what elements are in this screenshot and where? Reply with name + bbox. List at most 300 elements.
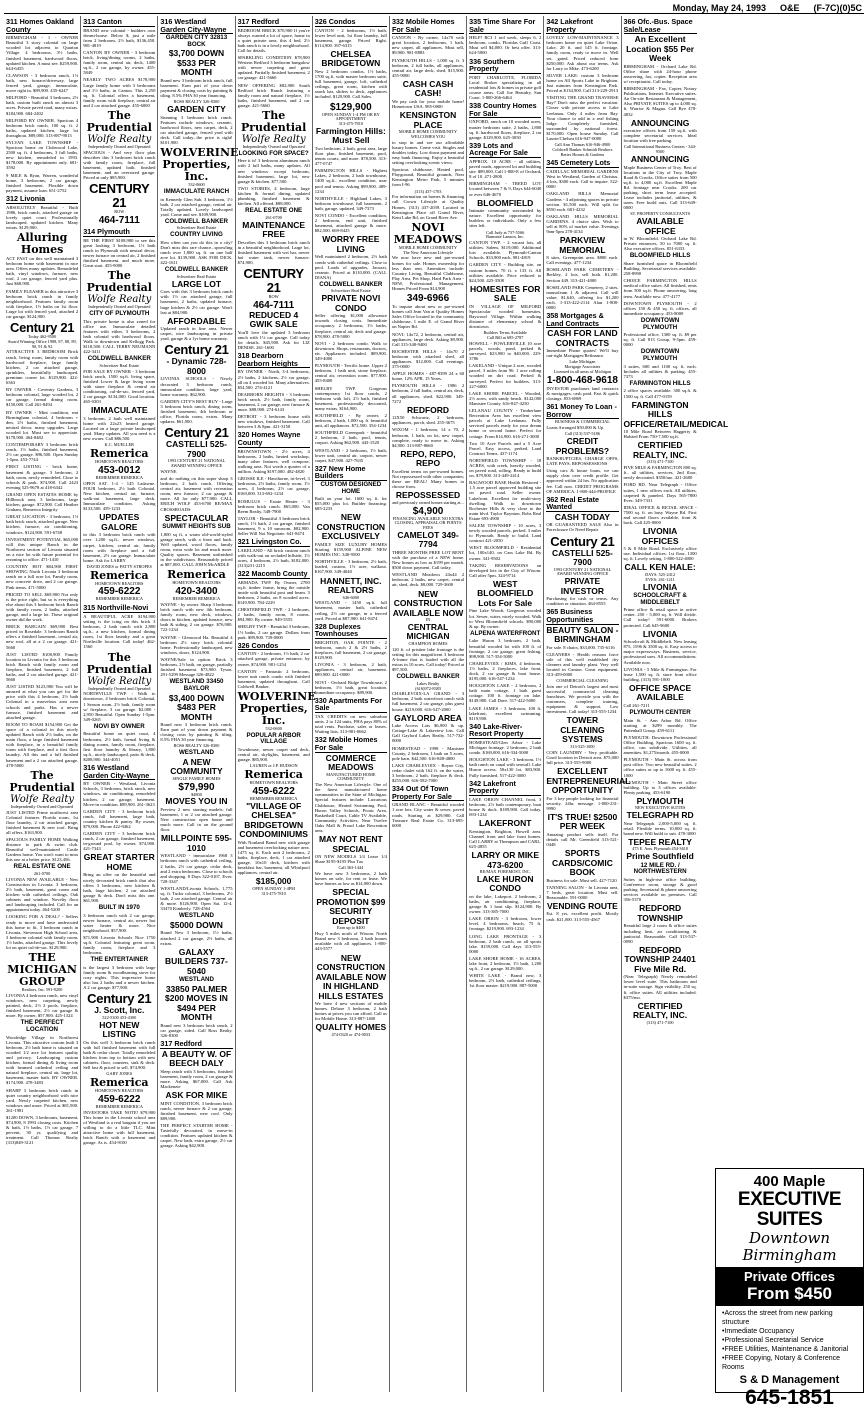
phone-number: 459-6222 (98, 586, 141, 598)
classified-ad-text: Beautiful home on quiet court, 4 bedrooms, 2½ bath, formal living & dining rooms, family room, fireplace, first floor laundry & library, 1,800 sq.ft., nicely landscaped, patio & deck, $208,900. 344-4051 (83, 731, 156, 762)
ad-fine-print: OPEN SUNDAY 1-4 PM OR BY APPOINTMENT (321, 111, 380, 122)
classified-ad-text: 12X50 Schwartz, 2 bedroom, appliances, porch, shed. 255-3675 (391, 415, 465, 426)
ad-contact-line: 313-475-7810 (338, 121, 364, 127)
ad-headline: CENTRAL MICHIGAN (406, 621, 450, 642)
ad-contact-line: 522-5300 453-4300 (102, 1014, 137, 1020)
classified-ad-text: New 2 bedroom condos, 1½ baths, 1700 sq.ft. with master bedroom suite, full basement, garage, loft, cathedral ceilings, great room, kitchen with snack bar, sliders to deck, appliances included. $129,900. Call Sales. (314, 68, 387, 100)
classified-ad-text: The New American Lifestyle. One of the finest manufactured home communities in the State of Michigan. Special features include: Luxurious Clubhouse, Heated Swimming Pool, Huron Valley Schools, Picnic Area, Basketball Court, Cable TV Available, Community Activities, Near Twelve Oaks Mall & Proud Lake Recreation area. (314, 782, 387, 834)
ad-fine-print: REMEMBER REMERICA (95, 596, 143, 602)
agency-name: Remerica (89, 447, 149, 461)
classified-ad-text: ROSELAND PARK CEMETERY - Berkley, 2 lots, sell both. $1,200. Section 449. 313-421-4000 (546, 267, 619, 283)
exec-ad-feature: • Immediate Occupancy (722, 1327, 857, 1336)
classified-ad-text: For information on homes & financing call Crown Lifestyle at Quality Homes. (313) 437-2039. Located in Kensington Place off Grand River, Kent Lake Rd, on Grand River Ave. (391, 194, 465, 220)
ad-contact-line: (313) 471-7100 (646, 459, 674, 465)
exec-ad-feature: • Professional Secretarial Service (722, 1336, 857, 1345)
section-heading: 330 Apartments For Sale (315, 697, 387, 713)
exec-ad-phone: 645-1851 (745, 1386, 834, 1409)
ad-contact-line: RE/MAX FOREMOST, INC. (479, 869, 531, 875)
section-heading: 320 Homes Wayne County (238, 431, 310, 447)
section-heading: 314 Plymouth (83, 228, 155, 237)
classified-ad-text: PLYMOUTH - Main St. across from post office. Two new beautiful suites. 2 office suites or up to 1600 sq. ft. 455-1000 (623, 757, 697, 778)
classified-ad-text: LIVONIA 4 bedroom ranch, new vinyl windows, new carpeting, newly painted, deck, 2½ 2 pools, fireplace, finished basement, 2½ car garage & more. By owner, $57,900. 425-1324 (6, 992, 79, 1019)
classified-ad-text: SILVER LAKE: custom 3 bedroom home on All Sports Lake in Brighton. Just minutes from Kensington Park. Priced at $134,900. Call 313-229-2913 (546, 72, 619, 94)
ad-headline: SPECIAL PROMOTION $99 SECURITY DEPOSIT (316, 887, 386, 926)
classified-ad-text: Kensington, Brighton, Howell area. Channel front and lake front homes. Call LARRY at Thompson and CARL. 625-4855 (469, 828, 542, 849)
classified-ad-text: We have 4 new sections of mobile homes. Deluxe 3 bedroom, 2 bath homes at prices you can afford. Call us for Mobile Home. 313-887-1400 (314, 1001, 387, 1022)
ad-contact-line: GARY JONES (106, 1071, 133, 1077)
classified-ad-text: Updated ranch in fine area. Newer carpet, nice landscaping in private yard, garage & a 1yr home warranty. (160, 326, 233, 342)
ad-headline: FARMINGTON HILLS OFFICE/RETAIL/MEDICAL (623, 399, 729, 429)
classified-ad-text: NORTHFIELD TOWNSHIP - 18 ACRES, with creek, heavily wooded, on paved road, rolling. Ready to build on. $79,900. 313-449-2414 (469, 457, 542, 479)
ad-subheading: COLDWELL BANKER (87, 355, 151, 363)
phone-number: 459-6222 (98, 1093, 141, 1105)
ad-headline: LIVONIA (642, 628, 678, 639)
ad-headline: GARDEN CITY (167, 104, 226, 115)
classified-ad-text: Spacious clubhouse, Heated pool, Playground, Beautiful grounds, Near Kensington Metro Park, 5 minutes from I-96 (391, 167, 465, 188)
classified-ad-text: 10 Mile Road Between Haggerty & Halsted From 750-7,500 sq.ft. (623, 429, 697, 440)
ad-headline: "VILLAGE OF CHELSEA" BRIDGETOWN CONDOMINIUMS (239, 800, 308, 840)
ad-fine-print: The New American Lifestyle (403, 249, 454, 255)
ad-fine-print: 1993 CENTURY 21 NATIONAL AWARD WINNING OFFICE (167, 458, 226, 469)
classified-ad-text: Prime office & retail space in active center. 250 - 5,000 sq. ft. Will divide. Call today! 591-6000. Brokers protected. Call 645-9600 (623, 607, 697, 628)
ad-subheading: COLDWELL BANKER (396, 673, 460, 681)
classified-ad-text: Woodridge Village in Northwest Livonia. This attractive custom built 3 bedroom, 2½ bath home is situated on wooded 1/2 acre lot features quality and privacy. Landscaping custom kitchen, formal dining & living room with beamed cathedral ceiling and natural fireplace, central air, large lot, basement, master bath. BY OWNER. $174,900. 478-3483 (6, 1034, 79, 1086)
ad-contact-line: 313-525-1000 (570, 743, 595, 749)
ad-fine-print: Licensed in all areas of Michigan (553, 369, 612, 375)
classified-ad-text: Stunning 3 bedroom brick ranch. Features include windows, ceramic, hardwood floors, new carpet, deck, 2 car attached garage, fenced yard with deck. Call today...the price is right! $101,900. (160, 114, 233, 146)
ad-fine-print: Independently Owned and Operated (88, 144, 151, 149)
ad-subheading: FARMINGTON HILLS (629, 379, 691, 387)
section-heading: 335 Time Share For Sale (469, 18, 541, 34)
classified-ad-text: executive offices from 150 sq.ft. with complete secretarial services. Ideal location with free parking. (623, 128, 697, 144)
classified-ad-text: SALEM TOWNSHIP - 10 acres, 3 newly wooded parcels, perked. 3 miles to Plymouth. Ready to build. Land contract 421-2050 (469, 523, 542, 544)
ad-fine-print: MOBILE HOME COMMUNITY WELCOMES YOU (398, 129, 458, 139)
classified-ad-text: SPARKLING CONDITION $78,900 Western Redford 3 bedroom bungalow with newer carpeting and great updated. Partially finished basement, 2 car garage. 421-5660 (237, 55, 310, 81)
agency-name: The Prudential (86, 269, 152, 295)
ad-headline: KENSINGTON PLACE (399, 110, 457, 130)
classified-ad-text: GARDEN CITY - Building site, on custom homes. 70 ft. x 133 ft. All utilities available. Price reduced to $24,500. 425-3508 (469, 262, 542, 283)
ad-headline: AFFORDABLE (167, 315, 226, 326)
ad-headline: HOT NEW LISTING (99, 1019, 140, 1040)
ad-headline: NEW CONSTRUCTION AVAILABLE NOW (392, 588, 464, 618)
classified-ad-text: WAYNE - Glenwood Ha. Beautiful 4 bedroom 2½ story brick colonial home. Professionally landscaped, new windows, doors. $124,900. (160, 634, 233, 655)
phone-number: $4,900 (412, 505, 444, 517)
agency-tagline: Wolfe Realty (87, 134, 152, 145)
ad-subheading: IMMACULATE RANCH (163, 187, 230, 195)
classified-ad-text: BY OWNER - Westland, Livonia Schools, 3 bedroom, brick ranch, new windows, air conditioning, remodeled kitchen, 2 car garage, basement. Move-in condition. $89,900. 261-3623 (83, 781, 156, 807)
classified-ad-text: WHITE LAKE - Brand new, 3 bedroom, 2½ bath, cathedral ceilings, 1st floor master. $219,900. 887-5000 (469, 973, 542, 989)
ad-subheading: BUILT IN 1970 (98, 904, 140, 912)
ad-contact-line: (313) 437-1703 (414, 188, 442, 194)
agency-tagline: Wolfe Realty (10, 793, 75, 805)
classified-ad-text: HOMESTEAD/Glen Arbor - Lake Michigan frontage. 2 bedroom, 2 bath condo. $169,000. 616-334-5000 (469, 740, 542, 756)
classified-ad-text: ABSOLUTELY Beautiful - Built 1986, brick ranch, attached garage on lovely quiet court. Professionally landscaped, updated kitchen. Many extras. $129,900. (6, 204, 79, 230)
ad-fine-print: SINGLE FAMILY HOMES (172, 775, 221, 781)
classified-ad-text: Here it is! 3 bedroom aluminum ranch with 2 full baths, many updates. All new windows except bedroom, finished basement, large lot, new garage & kitchen. $77,500. (237, 158, 310, 184)
ad-contact-line: Call (313) 537-5186 (564, 431, 600, 437)
ad-headline: CASH CASH CASH! (402, 78, 454, 99)
section-heading: 345 Cemetery Lots (546, 159, 618, 168)
ad-contact-line: ROSS REALTY 326-8300 (173, 743, 220, 749)
column-6 (390, 16, 467, 1392)
agency-tagline: Wolfe Realty (241, 134, 306, 145)
classified-ad-text: NOVI - 2 bedroom condo. Walk to downtown. Shops, restaurants, doctors, etc. Appliances included. $89,900. 349-4000 (314, 340, 387, 362)
classified-ad-text: IN VILLAGE OF MILFORD Spectacular wooded homesites, Baywood Village. Within walking distance of elementary school & downtown. (469, 303, 542, 330)
classified-ad-text: Townhouse, newer carpet and deck, central air, skylights, basement, and garage. $85,900. (237, 747, 310, 763)
ad-headline: NEW CONSTRUCTION EXCLUSIVELY (316, 512, 386, 542)
exec-ad-company: S & D Management (739, 1374, 840, 1386)
ad-fine-print: Independently Owned and Operated (88, 685, 151, 691)
phone-number: $79,990 (178, 781, 215, 793)
column-9 (622, 16, 729, 1392)
ad-headline: REDUCED 4 GWIK SALE (249, 309, 299, 330)
classified-ad-text: IDEAL OFFICE & RETAIL SPACE - 7500 sq. ft. on busy Wayne Rd. First and second floors available, front & back. Call 425-0000 (623, 504, 697, 526)
ad-contact-line: 532-0600 (188, 182, 205, 188)
ad-contact-line: Mortgage Associates (564, 364, 601, 370)
executive-suites-display-ad (715, 1168, 864, 1409)
phone-number: 464-7111 (98, 215, 140, 227)
ad-subheading: THE ENTERTAINER (90, 956, 149, 964)
classified-ad-text: BY OWNER - North, 3-4 bedrooms, 2½ baths, 2 kitchens, 2½ car garage, all on 4 wooded lot. Many alternatives. $54,500. 274-4121 (237, 369, 310, 390)
classified-ad-text: CANTON - 2 bedrooms, 1½ bath, lower level unit, 1st floor laundry, full basement, garage. Priced Right. $114,900. 397-6315 (314, 27, 387, 48)
ad-fine-print: Schweitzer Real Estate (331, 288, 371, 294)
classified-ad-text: PLYMOUTH - Terrific home. Upper 2 bedroom, 1 bath unit, stone fireplace, central air, recreation room. $77,900. 455-8400 (314, 363, 387, 384)
ad-fine-print: Lakes Realty (416, 680, 440, 686)
classified-ad-text: LIVONIA SCHOOLS - Newly decorated 3 bedroom ranch, immaculate condition, large yard, home warranty. $62,900. (160, 376, 233, 397)
ad-headline: COMMERCE MEADOWS (325, 752, 377, 773)
ad-fine-print: Schweitzer Real Estate (99, 362, 140, 368)
classified-ad-text: LAKE CHARLEVOIX - Boyne City, cedar chalet with 162 ft. on the water, 3 bedroom, 2 bath, fireplace & deck. $255,000. 616-582-7000 (391, 762, 465, 784)
classified-ad-text: PRICED TO SELL $69,900 Not only is the price right, but so is everything else about this 3 bedroom brick Ranch with family room, 2 baths, attached garage, and a large lot. These original owner did the work. (6, 591, 79, 623)
agency-name: WOLVERINE Properties, Inc. (237, 690, 316, 728)
classified-ad-text: 2 office spaces available. 300 sq.ft. & 1500 sq. ft. Call 477-0159 (623, 388, 697, 399)
ad-fine-print: REMEMBER REMERICA (95, 1103, 143, 1109)
section-heading: 328 Duplexes Townhouses (315, 623, 387, 639)
classified-ad-text: Share furnished space in Bloomfield Building. Secretarial services available. 258-8990 (623, 261, 697, 277)
classified-ad-text: ROSELAND PARK Cemetery, 2 sites, mausoleum 1 & adjacent. Call will value; $1,640, offering for $1,200 each. 1-313-422-2114 Alan 1-808-0000 (546, 284, 619, 311)
section-heading: 358 Mortgages & Land Contracts (546, 312, 618, 328)
classified-ad-text: Schoolcraft & Middlebelt. New leasing 875, 1596 & 3500 sq. ft. Easy access to major expressways. Business, service, professional uses. All accommodations. Available now. (623, 639, 697, 665)
classified-ad-text: CHESTERFIELD TWP. - 2 bedroom, 2 baths, family room, 8 rooms. $94,900. By owner. 949-5555 (237, 607, 310, 623)
section-heading: 342 Lakefront Property (469, 780, 541, 796)
classified-ad-text: Goes with this 3 bedroom brick ranch with 1½ car attached garage, full basement, 2 baths, updated furnace, huge kitchen & 2½ car garage. Won't last at $84,900. (160, 289, 233, 315)
classified-ad-text: in Kennedy Glen Sub. 3 bedroom, 1½ bath, 2 car attached garage, central air. Totally updated. Lovely landscaped yard. Come and see. $109,900. (160, 196, 233, 217)
classified-ad-text: Describes this 3 bedroom brick ranch in a beautiful neighborhood. Large lot, finished basement with wet bar, newer hot water tank, newer furnace. $74,900. (237, 239, 310, 265)
section-heading: 312 Livonia (6, 195, 78, 204)
classified-ad-text: CANTON TWP. - 2 vacant lots, all utilities. Salem, $119,000. Additional lots available. Plymouth-Canton Schools. $33,900 each. 981-4819 (469, 240, 542, 261)
phone-number: 453-0012 (98, 464, 141, 476)
classified-ad-text: LONG LAKE FRONTAGE - 3 bedroom, 2 bath ranch, on all sports lake. $159,000. Call days 313-555-0000 (469, 933, 542, 954)
ad-contact-line: Today 462-9500 (27, 334, 57, 340)
ad-contact-line: 313-475-7810 (261, 890, 286, 896)
classified-ad-text: Est. 8 yrs, excellent profit. Mostly cash. $21,000. 313-555-4567 (546, 911, 619, 922)
phone-number: 1-800-468-9618 (546, 374, 618, 386)
section-heading: 317 Redford (160, 1040, 232, 1049)
agency-logo-text: Century 21 (9, 320, 75, 336)
classified-ad-text: 9 MILE & Ryan, Warren, wonderful home, 3 bedrooms, 2 car garage, finished basement. Flexible down payment, assume loan. 651-2752 (6, 172, 79, 193)
ad-headline: GREAT STARTER HOME (83, 852, 155, 872)
ad-contact-line: DAVID JONES or PATTY STROPES (86, 563, 152, 569)
classified-ad-text: HELP! RCI 1 red week, sleeps 6, 2 bedroom, condo, Floridas Gulf Coast. Must sell $4,000. Or best offer. 313-624-5000 (469, 35, 542, 56)
agency-logo-text: Century 21 (164, 425, 229, 441)
classified-ad-text: TAX CREDITS on new suburban units. 2 to 124 units, FHA pays 80% of total rents. Purchase, sales or leases. Waiting lists. 313-981-0662 (314, 714, 387, 735)
ad-contact-line: (313) 471-7100 (646, 1019, 674, 1025)
ad-fine-print: REMEMBER REMERICA (95, 474, 143, 480)
ad-subheading: CITY OF PLYMOUTH (89, 310, 150, 318)
ad-contact-line: Builders Terms Available (483, 330, 527, 336)
column-3 (158, 16, 239, 1392)
classified-ad-text: CHARLEVOIX / KIMS, 4 bedroom, 1½ baths, 2 fireplaces, lake front, dock, 2 car garage & boat house. $195,000. 616-547-1234 (469, 660, 542, 682)
classified-ad-text: COIN LAUNDRY - Very profitable. Good location in Detroit area. $75,000 full price. 313-555-9000 (546, 749, 619, 765)
ad-subheading: GARDEN CITY 32813 BOCK (165, 34, 228, 48)
classified-ad-text: 1,800 sq ft, a warm old-world-styled garage ranch, with a front and back. Well updated, wood floors, family room, extra wide lot and much more. Quality spaces. Basement unfinished in the subdivision. Reasonably priced at $87,000. CALL JOHN McARDLE (160, 531, 233, 568)
ad-headline: $3,700 DOWN $533 PER MONTH (168, 48, 225, 78)
classified-ad-text: NOVI - Orchard Ridge Townhouse, 2 bedroom, 1½ bath, great location. Immediate occupancy. $89,900. (314, 679, 387, 695)
ad-fine-print: REMEMBER REMERICA (172, 596, 221, 602)
ad-headline: $5000 DOWN (170, 919, 223, 930)
ad-fine-print: Coldwell Banker Schmidt Realtors (552, 146, 613, 152)
column-2 (81, 16, 158, 1392)
classified-ad-text: NOVI: 14x72, 2 bedroom, central air, appliances, large deck. Asking $9,900. Call 315-348-9400 (391, 331, 465, 347)
classified-ad-text: CHARLEVOIX-LA GRAND - 3 bedroom, 2 bath waterfront ranch with full basement, 2 car garage, plus guest house. $219,000. 616-547-2000 (391, 691, 465, 712)
classified-ad-text: TANNING SALON - In Livonia area, 7 beds, great location. Must sell. Reasonable. 591-0000 (546, 884, 619, 900)
classified-ad-text: Lake Huron 3 bedroom, 2 bath, beautiful wooded lot with 100 ft. of frontage, 2 car garage, great fishing. $98,900. 517-354-5000 (469, 638, 542, 659)
ad-subheading: COLDWELL BANKER (319, 280, 383, 288)
classified-ad-text: BIRMINGHAM - Fax, Copier, Notary Publications, Internet. Executive suites. An On-site Restaurant & Management, Also PRIVATE SUITES up to 4,000 sq. ft. Warrior & Magna. Call Bye 478-4832 (623, 86, 697, 117)
agency-tagline: Wolfe Realty (87, 294, 152, 306)
masthead (4, 2, 864, 14)
classified-ad-text: CANTON - Fantastic 2 bedroom, lower unit ranch condo with finished basement, updated throughout. Call Coldwell Banker. (237, 668, 310, 689)
ad-contact-line: DAYS: 525-2412 (645, 571, 676, 577)
section-heading: 316 Westland Garden City-Wayne (160, 18, 232, 34)
section-heading: 311 Homes Oakland County (6, 18, 78, 34)
ad-contact-line: 261-0700 (265, 214, 282, 220)
section-heading: 361 Money To Loan - Borrow (546, 402, 617, 419)
ad-headline: CERTIFIED REALTY, INC. (633, 440, 688, 460)
ad-headline: BEAUTY SALON - BIRMINGHAM (546, 624, 619, 645)
exec-ad-band-price: From $450 (746, 1284, 833, 1303)
classified-ad-text: TAKING RESERVATIONS on developed lots in the City of Wixom. Call after 5pm. 324-9714 (469, 562, 542, 578)
classified-ad-text: INVESTOR purchases land contracts & mortgages, cash paid. Fast & quick closings. 853-6869 (546, 385, 619, 402)
classified-ad-text: WESTLAND Meadows 24x44 2 bedroom, 2 baths, new carpet, central air, shed, deck. $8,000. 729-3600 (391, 572, 465, 588)
agency-name: Remerica (244, 768, 303, 782)
ad-fine-print: MANUFACTURED HOME COMMUNITY (326, 771, 376, 782)
exec-ad-band-label: Private Offices (743, 1269, 836, 1284)
classified-ad-text: HOUGHTON LAKE - 3 bedroom, 1½ bath ranch on canal with seawall. Lake Huron access. 50x130 lot. $83,900. Fully furnished. 517-422-3000 (469, 757, 542, 778)
ad-contact-line: Call Bill at 685-2787 (487, 335, 524, 341)
classified-ad-text: GARDEN CITY'S BEST BUY - Large 3 bedroom brick ranch, dining room, finished basement, 4th bedroom or office, Florida room, extras. Many updates. $61,900. (160, 398, 233, 425)
exec-ad-feature: • FREE Copying, Notary & Conference Rooms (722, 1354, 857, 1372)
ad-headline: REDFORD TOWNSHIP (637, 903, 683, 923)
ad-headline: NEW CONSTRUCTION AVAILABLE NOW IN HIGHLAND HILLS ESTATES (315, 952, 387, 1001)
classified-ad-text: Built on your lot. 1600 sq. ft. for $55,000 plus lot. Builder financing. 685-2233 (314, 496, 387, 512)
ad-contact-line: K.C. MUELLER (104, 442, 135, 448)
section-heading: 334 Out Of Town Property For Sale (392, 785, 464, 801)
ad-contact-line: OPEN SUNDAY 1-4PM (252, 885, 295, 891)
classified-ad-text: Hwy 5 miles north of Wixom. North Brand new 3 bedroom, 2 bath homes available with all appliances. 1-800-443-5577 (314, 931, 387, 952)
column-4 (236, 16, 316, 1392)
ad-headline: REDFORD TOWNSHIP 24401 Five Mile Rd. (624, 944, 696, 974)
ad-headline: LAKEFRONT (479, 818, 532, 829)
classified-ad-text: MILFORD - Beautiful 3 bedroom, 2½ bath, custom built ranch on almost 3 acres. Private paved road, many extras. $184,900. 684-2402 (6, 95, 79, 116)
classified-ad-text: $71,900 Livonia Schools Nice 1750 sq.ft. Colonial featuring great room, family room, fireplace and 3 bedrooms. (83, 934, 156, 956)
classified-ad-text: SYLVAN LAKE TOWNSHIP - Spacious home on Clubwood Lake, 2500 sq. ft. 4 bedrooms, 3 full baths, new kitchen, remodeled in 1993. $178,000. By appointment only. 681-3592 (6, 139, 79, 171)
ad-headline: CREDIT PROBLEMS? (555, 436, 610, 456)
section-heading: 339 Lots and Acreage For Sale (469, 142, 541, 158)
classified-ad-text: BRICK BARGAIN $69,900 Best priced in Rosedale. 3 bedroom Ranch offers a finished basement, central air, new roof, all at a 2 car garage. 421-5660 (6, 624, 79, 650)
ad-contact-line: Call Judy at 737-5566 (486, 229, 525, 235)
classified-ad-text: GARDEN CITY - 3 bedroom brick ranch, 2 car garage, finished basement, in-ground pool, by owner, $74,900. 421-7343 (83, 831, 156, 852)
ad-fine-print: FINANCING AVAILABLE NO EXTRA CLOSING, APPRAISAL OR POINTS FEES (392, 515, 464, 531)
agency-logo-text: Century 21 (550, 533, 615, 549)
classified-ad-text: BIRMINGHAM - Orchard Lake Rd. Office share with 24-hour phone answering, fax, copier. Reception area w/ receptionist. Call today. (623, 63, 697, 84)
classified-ad-text: WESTLAND - immaculate 1968 3 bedroom ranch with cathedral ceiling, 2 baths, 2½ car garage, cedar deck, and 2 extra bedrooms. Close to schools and shopping. 8 Days 322-0107. Eves: 728-3347 (160, 853, 233, 884)
classified-ad-text: WESTLAND - 2 bedroom, 1½ bath, lower unit, central air, carport, newer carpet, $47,900. 427-7635 (314, 447, 387, 463)
classified-ad-text: MINT CONDITION, 3 bedroom brick ranch, newer furnace & 2 car garage, finished basement, new roof. Only $89,900. (160, 1100, 233, 1121)
ad-contact-line: Lake Michigan (569, 359, 596, 365)
ad-headline: GAYLORD AREA (394, 712, 462, 723)
classified-ad-text: BRIGHTON, OAK POINTE - 2 bedroom, ranch 2 & 2½ baths, 2 fireplaces, full basement, 2 car garage. $129,900. (314, 639, 387, 661)
ad-contact-line: Call 363-1444 (338, 865, 364, 871)
classified-ad-text: DOWNTOWN PLYMOUTH - 2 offices 150 & 450 sq. ft. offices, all immediate occupancy. 453-8000 (623, 300, 697, 316)
classified-ad-text: FAMILY PLEASER in this attractive 3 bedroom brick ranch in family neighborhood. Features family room with fireplace, 1½ baths on 1st floor. Large lot with fenced yard, attached 2 car garage. $124,900. (6, 288, 79, 319)
classified-ad-text: WAYNE/Sale in option. Brick 3 bedroom, 2½ bath, on garage, partially finished basement. $73,900. Tyson. 291-5299 Message 326-4822 (160, 656, 233, 678)
classified-ad-text: 3 bedroom ranch with 2 car garage, newer furnace, central air, newer hot water heater & more. Nice neighborhood. $57,900. (83, 912, 156, 933)
classified-ad-text: (Near Telegraph) Newly remodeled lower level suite. This bathroom and in-suite storage. Sign visibility. 250 sq. ft. office suites. All utilities included. $375/mo. (623, 974, 697, 1000)
ad-headline: An Excellent Location $55 Per Week (626, 34, 695, 64)
phone-number: 349-6966 (406, 293, 450, 305)
ad-subheading: LOOKING FOR SPACE? (238, 149, 309, 157)
classified-ad-text: SOUTHFIELD Greenpark - beautiful 2 bedroom, 2 bath, pool, tennis, carport. Asking $62,900. 443-1520 (314, 430, 387, 446)
ad-headline: IMMACULATE (91, 405, 148, 416)
phone-number: $129,900 (329, 101, 372, 113)
ad-fine-print: Earn up to $400 (337, 925, 365, 931)
ad-contact-line: COMMERCIAL CLEANING (556, 678, 609, 684)
section-heading: 338 Country Homes For Sale (469, 102, 541, 118)
ad-headline: TOWER CLEANING SYSTEMS (560, 715, 605, 745)
classified-ad-text: BIRMINGHAM - TREED LOT located between 7 & 9, Days 644-6040 or eves 646-4670 (469, 181, 542, 197)
exec-ad-downtown: Downtown (748, 1229, 831, 1247)
classified-ad-text: THE PERFECT STARTER HOME - Tastefully decorated, in move-in condition. Features updated kitchen & carpet. New bath, extra garage, 2½ car garage. Asking $42,900. (160, 1122, 233, 1149)
classified-ad-text: GROSSE ILE - Hawthorne, tri-level, 3 bedrooms, 2½ baths, family room, 1½ acres, 4 bedroom, 2½ car garage, $169,000. 313-692-1234 (237, 476, 310, 497)
classified-ad-text: NORTHVILLE - Highland Lakes, 3 bedroom townhouse, full basement, 2 bath, garage, updated. 349-7373 (314, 195, 387, 211)
column-5 (313, 16, 390, 1392)
classified-ad-text: SOUTHFIELD - By owner, 2 bedroom, 2 bath, 1,000 sq. ft. beautiful unit, all appliances. $72,500. 354-1234 (314, 412, 387, 429)
classified-ad-text: MILFORD BY OWNER. Spacious 4 bedroom brick ranch, 100 sq. ft. 2 baths, updated kitchen, large lot throughout. $89,000. 313-887-9013 (6, 117, 79, 138)
section-heading: 321 Livingston Co. (238, 538, 310, 547)
classified-ad-text: GREAT LOCATION - 3 bedroom, 1½ bath brick ranch, attached garage. New kitchen, furnace, air conditioning, windows. $124,900. 591-6748 (6, 514, 79, 535)
classified-ad-text: NOVI CONDO - Excellent condition, 2 bedroom, end unit, finished basement, attached garage & more. $82,500. 669-8425 (314, 213, 387, 234)
ad-headline: WEST BLOOMFIELD Lots For Sale (477, 578, 534, 608)
ad-fine-print: ST. PROPERTY CONSULTANTS (630, 211, 690, 217)
ad-subheading: COUNTRY LIVING (170, 231, 223, 239)
classified-ad-text: 8 sites, Greenpoint area. $800 each. Call evenings. 477-1234 (546, 255, 619, 266)
classified-ad-text: BY OWNER - Mint condition, rmt Birmingham colonial, 4 bedroom + den, 2½ baths, finished basement, neutral decor, many upgrades. Large wooded lot. Must see to appreciate. $178,900. 464-8482 (6, 409, 79, 440)
section-name: O&E (779, 2, 800, 13)
classified-ad-text: Near Telegraph. 2,000-5,000 sq. ft. retail. Flexible terms. 10,000 sq. ft. brand new. Will build to suit. 478-3000 (623, 820, 697, 836)
section-heading: 327 New Home Builders (315, 465, 387, 481)
classified-ad-text: OXFORD, ranch on 10 wooded acres, master bedroom suite, 2 baths, 1,800 sq. ft. hardwood floors, fireplace, 2 car garage. $129,900. 625-3050 (469, 119, 542, 140)
classified-ad-text: NORTHVILLE TWP. - Walk to downtown, 4 bedroom brick Colonial, 1 Season room, 2½ bath, family room w/ fireplace, 3 car garage. $2,000 - 2,950 Beautiful. Open Sunday 1-5pm. 349-0265 (83, 691, 156, 722)
classified-ad-text: WAYNE - by owner. Sharp 3 bedroom brick ranch with new 4th bedroom, family room, new deck, windows, doors in kitchen, updated furnace, new bath & siding, 2 car garage. $76,900. 722-1234 (160, 602, 233, 633)
exec-ad-feature: • Across the street from new parking structure (722, 1309, 857, 1327)
ad-contact-line: (616)972-8383 (415, 685, 441, 691)
ad-headline: REPOSSESSED (395, 490, 461, 501)
classified-ad-text: 3 bedroom, 2 bath well maintained home with 22x23 heated garage. Located on a large private landscaped yard. Many updates. All you need is a new owner. Call $86,500. (83, 415, 156, 442)
agency-name: WOLVERINE Properties, Inc. (160, 146, 239, 184)
classified-ad-text: Brand New 3 bedroom, 1½ baths, attached 2 car garage, 2½ baths, all extras. (160, 930, 233, 946)
ad-subheading: DOWNTOWN PLYMOUTH (640, 348, 680, 363)
classified-ad-text: WESTLAND/Livonia Schools, 1,775 sq. ft. Tudor colonial, 3 bedrooms, 2½ bath, 2 car attached garage. Central air & more. $126,900. Open Sat. 12-4. 33470 Kimberly. 728-4564 (160, 885, 233, 912)
classified-ad-text: BE THE FIRST $108,900 to see this great looking 3 bedroom, 1½ bath ranch in Plymouth with neutral decor, newer furnace on central air, 2 finished finished basement, and much more. Great start. 455-9000 (83, 237, 156, 269)
exec-ad-headline: EXECUTIVE SUITES (737, 1189, 842, 1230)
classified-ad-text: Seller offering $1,000 allowance towards closing costs. Immediate occupancy. 2 bedrooms, 1½ baths, fireplace, central air, deck and garage. $78,900. 478-5000 (314, 313, 387, 339)
classified-ad-text: LOVELY LOW-MAINTENANCE 3 bedroom home on quiet Lake Orion. Lake, 20 ft. and 145 ft. frontage, family room, ready to move in. Well set, gated. Priced reduced from $250,000. Ask about our terms. Ask for Larry or Mike. 473-6200 (546, 35, 619, 71)
ad-contact-line: LAUREN or J.P. HUDSON (249, 763, 298, 769)
classified-ad-text: OPEN SAT. 1-4 - 145 Ladawne. FOUR bedroom, 2½ bath Colonial. New kitchen, central air, furnace, walk-out basement, large deck. Immaculate condition. Asking $133,500. 459-1233 (83, 480, 156, 512)
ad-headline: ANNOUNCING (630, 154, 690, 164)
ad-subheading: WESTLAND 33450 BAYLOR (169, 678, 224, 692)
ad-fine-print: Independently Owned and Operated (242, 144, 305, 149)
exec-ad-feature-list (716, 1309, 863, 1372)
classified-ad-text: ROMULUS - Estate Heater - 3 bedroom brick ranch. $65,000. Van Reem Realty. 548-7900 (237, 498, 310, 514)
classified-ad-text: LIVONIA NEW AVAILABLE - New Construction in Livonia. 3 bedroom, 2½ bath, basement, great room and kitchen with cathedral ceilings, Oak cabinets and window. Novelty floor and landscaping included. Call for an appointment today. 464-5200 (6, 876, 79, 913)
ad-contact-line: $4800 (191, 791, 202, 797)
ad-headline: CASH TODAY (554, 511, 611, 522)
classified-ad-text: PLYMOUTH: Downtown Professional Office Building, Spacious 1600 sq. ft. office, can subdivide. Utilities, all amenities. $1,275/month. 455-0000 (623, 734, 697, 756)
classified-ad-text: Sleep ranch with 3 bedrooms, finished basement, family room, 2 car garage & more. Asking $67,000. Call Ask Mackenzie (160, 1068, 233, 1089)
ad-fine-print: Better Homes & Gardens (560, 151, 605, 157)
ad-headline: BLOOMFIELD (477, 197, 534, 208)
ad-contact-line: 475 E. Ann, Plymouth 454-3610 (632, 846, 689, 852)
classified-ad-text: This private home is also zoned for office use. Immaculate detailed features with either, 3 bedrooms, 2 bath colonial with hardwood floors. Walk to downtown and Kellogg Park. $118,500. CALL TERRY NEUMANN 422-3411 (83, 318, 156, 355)
ad-fine-print: NEW EXECUTIVE SUITES (634, 805, 686, 811)
ad-subheading: 12 MILE RD. / NORTHWESTERN (633, 861, 687, 876)
ad-headline: A BEAUTY W. OF BEECH DALY (161, 1048, 232, 1069)
classified-ad-text: FAMILY SIZE LUXURY HOMES Starting $159,900 ALPINE NEW HOMES INC. 348-9500 (314, 541, 387, 558)
classified-ad-text: Brand new 3 bedroom brick ranch, 2 car garage, sided. Call Ross Realty. 326-8300 (160, 1022, 233, 1039)
classified-ad-text: Two bedroom, 2 bath, great area, large floor plan, finished basement, pool, tennis courts, and more. $78,500. 313-477-0747 (314, 145, 387, 167)
classified-ad-text: HOWELL - FOWLERVILLE 10 acre parcels, woods, pond, perked & surveyed. $23,900 to $40,000. 229-3786 (469, 340, 542, 362)
phone-number: 459-6222 (252, 785, 295, 797)
ad-contact-line: EVES: 261-1211 (645, 576, 675, 582)
section-heading: 313 Canton (83, 18, 155, 27)
ad-headline: REDFORD (407, 404, 450, 415)
classified-ad-text: FORD RD. Near Telegraph - Office suites, 1 new offices each. All utilities, carpeted & paneled. Days 565-7800 Eves: 349-7331 (623, 482, 697, 503)
ad-headline: CASTELLI 525-7900 (166, 439, 227, 459)
agency-name: Alluring Homes (16, 230, 68, 256)
classified-ad-text: BIRMINGHAM - 1 - OWNER Beautiful 3 story colonial on large wooded lot adjacent to Quarton Village. 4 bedrooms, 3½ baths, finished basement, hardwood floors, updated kitchen. A must see. $259,900. 644-6455 (6, 35, 79, 71)
ad-headline: PLYMOUTH (636, 795, 684, 806)
ad-headline: CASH FOR LAND CONTRACTS (547, 328, 618, 348)
classified-ad-text: INVESTMENT POTENTIAL $65,000 will this unique Ranch in the Northwest section of Livonia situated on a nice lot with future potential for rezoning to office. 471-1410 (6, 536, 79, 563)
ad-headline: LIVONIA (642, 581, 678, 592)
agency-tagline: Wolfe Realty (87, 675, 152, 687)
classified-ad-text: BRAND new colonial - builders own dream-house. Below $, just a mile from 2 bedroom, 2½ bath, $136,450. 981-4819 (83, 27, 156, 48)
classified-ad-text: How often can you do this in a city? Don't miss this rare chance...sprawling ranch over 1,800 sq. ft. on one half acre lot. $139,900. ASK FOR DICK. 422-1611 (160, 239, 233, 266)
section-heading: 332 Mobile Homes For Sale (315, 736, 387, 752)
classified-ad-text: PLYMOUTH HILLS - 1,000 sq. ft. 3 bedroom, 2 full baths, all appliances, central air, large deck, shed, $15,900. 455-9000 (391, 57, 465, 78)
agency-name: The Prudential (86, 650, 152, 676)
ad-contact-line: Call Ann Thomas 616-946-4900 (554, 142, 611, 148)
ad-subheading: WESTLAND (178, 749, 214, 757)
ad-headline: MOVES YOU IN (165, 796, 228, 807)
classified-ad-text: Pine Lake Woods. Gorgeous wooded lot. Sewer, water, nicely wooded. Walk to West Bloomfield schools. $90,000 & up. By owner. (469, 608, 542, 629)
section-heading: 365 Business Opportunities (546, 608, 618, 624)
classified-ad-text: To inquire about new or pre-owned homes call Jean Van at Quality Homes Sales Office located in the community clubhouse, 1 mile E. of Grand River on Napier Rd. (391, 304, 465, 330)
ad-contact-line: ROSS REALTY 326-8300 (173, 99, 220, 105)
section-heading: 322 Macomb County (238, 570, 310, 579)
